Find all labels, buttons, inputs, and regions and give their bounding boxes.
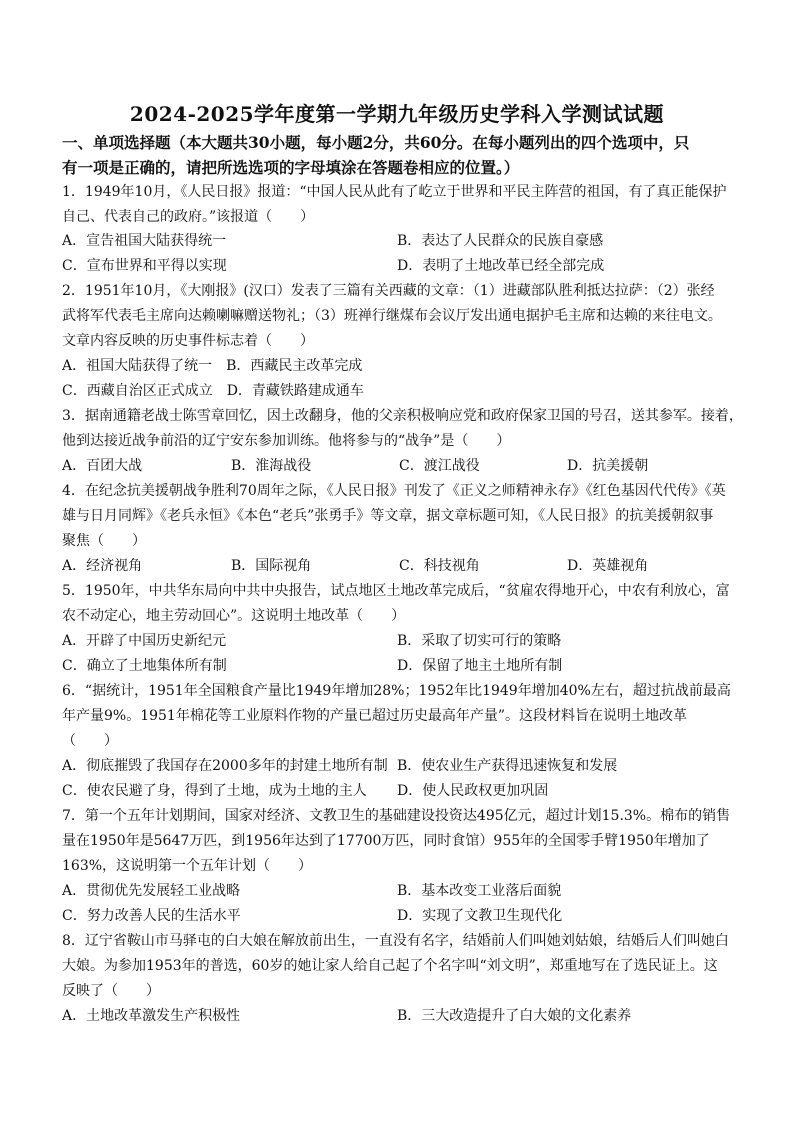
q4-option-c: C．科技视角 — [399, 558, 480, 574]
q7-option-b: B．基本改变工业落后面貌 — [397, 883, 562, 899]
q6-option-d: D．使人民政权更加巩固 — [397, 783, 549, 799]
exam-title: 2024-2025学年度第一学期九年级历史学科入学测试试题 — [129, 102, 665, 126]
q4-stem-line-2: 雄与日月同辉》《老兵永恒》《本色“老兵”张勇手》等文章，据文章标题可知，《人民日报》的抗美援朝叙事 — [62, 508, 714, 524]
q1-stem-line-2: 自己、代表自己的政府。”该报道（ ） — [62, 209, 315, 225]
q8-stem-line-2: 大娘。为参加1953年的普选，60岁的她让家人给自己起了个名字叫“刘文明”，郑重地写在了选民证上。这 — [62, 958, 718, 974]
q2-stem-line-3: 文章内容反映的历史事件标志着（ ） — [62, 333, 314, 349]
q1-stem-line-1: 1．1949年10月，《人民日报》报道：“中国人民从此有了屹立于世界和平民主阵营的祖国，有了真正能保护 — [62, 184, 727, 200]
q5-option-c: C．确立了土地集体所有制 — [62, 658, 227, 674]
q4-stem-line-1: 4．在纪念抗美援朝战争胜利70周年之际，《人民日报》刊发了《正义之师精神永存》《红色基因代代传》《英 — [62, 483, 726, 499]
q5-option-b: B．采取了切实可行的策略 — [397, 633, 562, 649]
q3-option-d: D．抗美援朝 — [567, 458, 649, 474]
q1-option-c: C．宣布世界和平得以实现 — [62, 258, 227, 274]
q7-stem-line-1: 7．第一个五年计划期间，国家对经济、文教卫生的基础建设投资达495亿元，超过计划15.3%。棉布的销售 — [62, 808, 731, 824]
q8-stem-line-3: 反映了（ ） — [62, 983, 160, 999]
q3-option-c: C．渡江战役 — [399, 458, 480, 474]
q6-stem-line-1: 6．“据统计，1951年全国粮食产量比1949年增加28%；1952年比1949年增加40%左右，超过抗战前最高 — [62, 683, 731, 699]
q2-stem-line-1: 2．1951年10月，《大刚报》(汉口）发表了三篇有关西藏的文章：（1）进藏部队胜利抵达拉萨：（2）张经 — [62, 283, 715, 299]
q6-stem-line-3: （ ） — [62, 733, 118, 749]
q6-option-a: A．彻底摧毁了我国存在2000多年的封建土地所有制 — [62, 758, 388, 774]
q5-stem-line-1: 5．1950年，中共华东局向中共中央报告，试点地区土地改革完成后，“贫雇农得地开心，中农有利放心，富 — [62, 583, 730, 599]
q2-options-cd: C．西藏自治区正式成立 D．青藏铁路建成通车 — [62, 383, 364, 399]
q4-option-a: A．经济视角 — [62, 558, 143, 574]
q2-stem-line-2: 武将军代表毛主席向达赖喇嘛赠送物礼；（3）班禅行继煤布会议厅发出通电据护毛主席和达赖的来往电文。 — [62, 308, 722, 324]
q3-stem-line-2: 他到达接近战争前沿的辽宁安东参加训练。他将参与的“战争”是（ ） — [62, 433, 511, 449]
q5-option-a: A．开辟了中国历史新纪元 — [62, 633, 227, 649]
q7-option-c: C．努力改善人民的生活水平 — [62, 908, 241, 924]
q6-option-b: B．使农业生产获得迅速恢复和发展 — [397, 758, 618, 774]
q5-stem-line-2: 农不动定心，地主劳动回心”。这说明土地改革（ ） — [62, 608, 406, 624]
q2-options-ab: A．祖国大陆获得了统一 B．西藏民主改革完成 — [62, 358, 363, 374]
q6-stem-line-2: 年产量9%。1951年棉花等工业原料作物的产量已超过历史最高年产量”。这段材料旨在说明土地改革 — [62, 708, 687, 724]
q4-option-b: B．国际视角 — [231, 558, 312, 574]
q7-stem-line-2: 量在1950年是5647万匹，到1956年达到了17700万匹，同时食馆）955年的全国零手臂1950年增加了 — [62, 833, 710, 849]
q7-option-a: A．贯彻优先发展轻工业战略 — [62, 883, 241, 899]
q4-stem-line-3: 聚焦（ ） — [62, 533, 146, 549]
q7-stem-line-3: 163%，这说明第一个五年计划（ ） — [62, 858, 313, 874]
q8-option-b: B．三大改造提升了白大娘的文化素养 — [397, 1008, 632, 1024]
q5-option-d: D．保留了地主土地所有制 — [397, 658, 563, 674]
section-line-1: 一、单项选择题（本大题共30小题，每小题2分，共60分。在每小题列出的四个选项中，只 — [62, 133, 690, 152]
q3-option-a: A．百团大战 — [62, 458, 143, 474]
q4-option-d: D．英雄视角 — [567, 558, 649, 574]
q8-option-a: A．土地改革激发生产积极性 — [62, 1008, 241, 1024]
q3-option-b: B．淮海战役 — [231, 458, 312, 474]
q3-stem-line-1: 3．据南通籍老战士陈雪章回忆，因土改翻身，他的父亲积极响应党和政府保家卫国的号召，送其参军。接着， — [62, 408, 743, 424]
q1-option-d: D．表明了土地改革已经全部完成 — [397, 258, 605, 274]
q8-stem-line-1: 8．辽宁省鞍山市马驿屯的白大娘在解放前出生，一直没有名字，结婚前人们叫她刘姑娘，结婚后人们叫她白 — [62, 933, 729, 949]
q1-option-b: B．表达了人民群众的民族自豪感 — [397, 233, 604, 249]
section-instructions — [62, 130, 742, 180]
q1-option-a: A．宣告祖国大陆获得统一 — [62, 233, 227, 249]
q7-option-d: D．实现了文教卫生现代化 — [397, 908, 563, 924]
section-line-2: 有一项是正确的，请把所选选项的字母填涂在答题卷相应的位置。） — [62, 158, 520, 177]
q6-option-c: C．使农民避了身，得到了土地，成为土地的主人 — [62, 783, 367, 799]
